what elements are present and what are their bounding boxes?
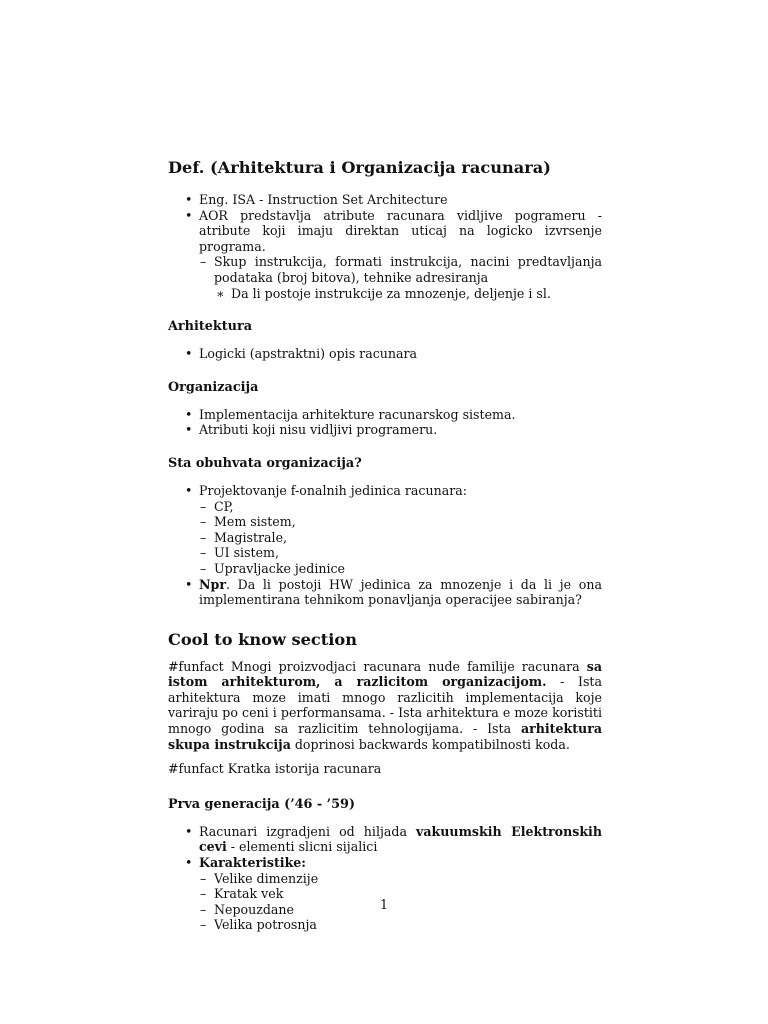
list-item bbox=[168, 483, 602, 577]
list-item-bold-text: vakuumskih Elektronskih cevi bbox=[199, 823, 602, 855]
sublist-item: – Magistrale, bbox=[199, 530, 602, 546]
list-item-text: AOR predstavlja atribute racunara vidljive pogrameru - atribute koji imaju direktan uticaj na logicko izvrsenje programa. bbox=[199, 207, 602, 254]
sublist-item: – CP, bbox=[199, 499, 602, 515]
list-item: • Atributi koji nisu vidljivi programeru. bbox=[168, 422, 602, 438]
list-item bbox=[168, 855, 602, 933]
paragraph-text: #funfact Mnogi proizvodjaci racunara nude familije racunara bbox=[168, 658, 587, 674]
list-item: • Logicki (apstraktni) opis racunara bbox=[168, 346, 602, 362]
definition-list bbox=[168, 192, 602, 301]
paragraph-bold-text: arhitektura skupa instrukcija bbox=[168, 721, 602, 752]
sublist-item: – Kratak vek bbox=[199, 886, 602, 902]
heading-organizacija: Organizacija bbox=[168, 379, 259, 395]
list-item-text: - elementi slicni sijalici bbox=[226, 839, 378, 855]
list-item: • Implementacija arhitekture racunarskog sistema. bbox=[168, 407, 602, 423]
subsublist-item: ∗ Da li postoje instrukcije za mnozenje, deljenje i sl. bbox=[214, 286, 602, 302]
karakteristike-label: Karakteristike: bbox=[199, 855, 306, 871]
arhitektura-list bbox=[168, 346, 602, 362]
list-item bbox=[168, 577, 602, 608]
sublist-item: – Velika potrosnja bbox=[199, 917, 602, 933]
paragraph-text: doprinosi backwards kompatibilnosti koda. bbox=[290, 736, 570, 752]
heading-sta-obuhvata: Sta obuhvata organizacija? bbox=[168, 455, 362, 471]
sublist-item: – Upravljacke jedinice bbox=[199, 561, 602, 577]
funfact-paragraph bbox=[168, 659, 602, 753]
section-title-cool: Cool to know section bbox=[168, 629, 357, 649]
list-item bbox=[168, 824, 602, 855]
paragraph-bold-text: sa istom arhitekturom, a razlicitom organizacijom. bbox=[168, 658, 602, 690]
components-sublist bbox=[199, 499, 602, 577]
sublist-item bbox=[199, 254, 602, 301]
heading-prva-generacija: Prva generacija (’46 - ’59) bbox=[168, 796, 356, 812]
list-item: • Eng. ISA - Instruction Set Architecture bbox=[168, 192, 602, 208]
prva-generacija-list bbox=[168, 824, 602, 933]
list-item-text: . Da li postoji HW jedinica za mnozenje i da li je ona implementirana tehnikom ponavljanja operacijee sabiranja? bbox=[199, 576, 602, 608]
definition-sublist bbox=[199, 254, 602, 301]
paragraph-text: - Ista arhitektura moze imati mnogo razlicitih implementacija koje variraju po ceni i performansama. - Ista arhitektura e moze koristiti mnogo godina sa razlicitim tehnologijama. - Ista bbox=[168, 674, 602, 737]
sublist-item: – Velike dimenzije bbox=[199, 871, 602, 887]
organizacija-list bbox=[168, 407, 602, 438]
page-content bbox=[168, 158, 602, 933]
sta-obuhvata-list bbox=[168, 483, 602, 608]
page-number: 1 bbox=[379, 897, 388, 912]
sublist-item: – UI sistem, bbox=[199, 545, 602, 561]
definition-subsublist bbox=[214, 286, 602, 302]
list-item bbox=[168, 208, 602, 302]
section-title-definition: Def. (Arhitektura i Organizacija racunara) bbox=[168, 158, 551, 177]
sublist-item: – Nepouzdane bbox=[199, 902, 602, 918]
sublist-item-text: Skup instrukcija, formati instrukcija, nacini predtavljanja podataka (broj bitova), tehnike adresiranja bbox=[214, 254, 602, 285]
list-item-text: Racunari izgradjeni od hiljada bbox=[199, 823, 417, 839]
sublist-item: – Mem sistem, bbox=[199, 514, 602, 530]
funfact-history-paragraph: #funfact Kratka istorija racunara bbox=[168, 761, 382, 777]
list-item-text: Projektovanje f-onalnih jedinica racunara: bbox=[199, 482, 467, 498]
heading-arhitektura: Arhitektura bbox=[168, 319, 253, 335]
npr-label: Npr bbox=[199, 576, 226, 592]
